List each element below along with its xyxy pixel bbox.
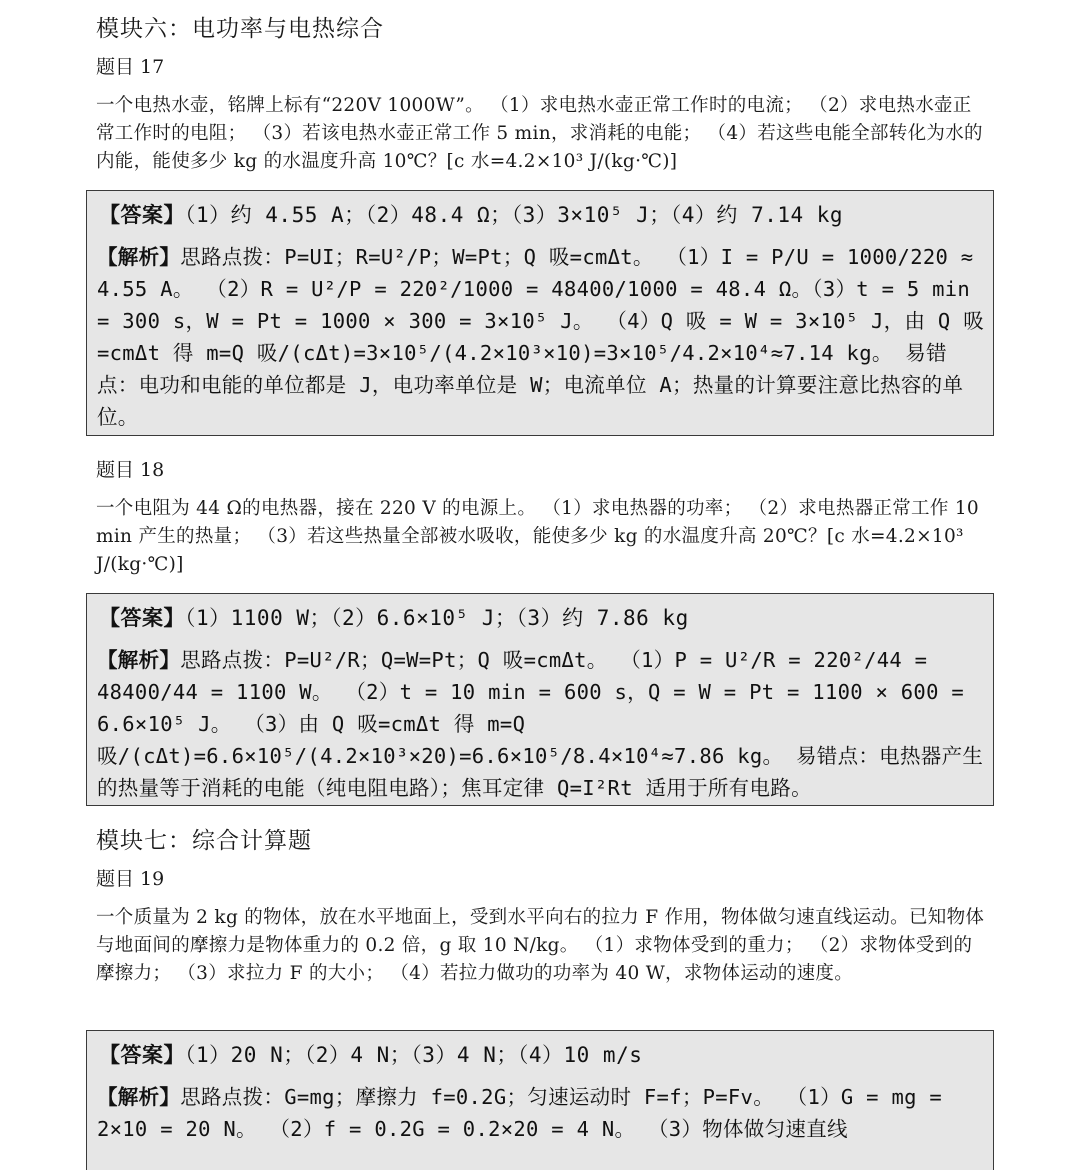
q19-answer-line [99, 1039, 642, 1069]
explain-label: 【解析】 [97, 245, 181, 269]
q18-answer-line [99, 602, 689, 632]
q18-text: 一个电阻为 44 Ω的电热器，接在 220 V 的电源上。 （1）求电热器的功率； （2）求电热器正常工作 10 min 产生的热量； （3）若这些热量全部被水吸收，能使多少 kg 的水温度升高 20℃？[c 水=4.2×10³ J/(kg·℃)] [96, 498, 979, 575]
q17-answer-line [99, 199, 843, 229]
q18-title: 题目 18 [96, 459, 165, 481]
q17-explain [97, 241, 985, 433]
q18-explain-text: 思路点拨：P=U²/R；Q=W=Pt；Q 吸=cmΔt。 （1）P = U²/R = 220²/44 = 48400/44 = 1100 W。 （2）t = 10 min = 600 s，Q = W = Pt = 1100 × 600 = 6.6×10⁵ J。 （3）由 Q 吸=cmΔt 得 m=Q 吸/(cΔt)=6.6×10⁵/(4.2×10³×20)=6.6×10⁵/8.4×10⁴≈7.86 kg。 易错点：电热器产生的热量等于消耗的电能（纯电阻电路）；焦耳定律 Q=I²Rt 适用于所有电路。 [97, 648, 984, 800]
q19-explain [97, 1081, 985, 1145]
q19-answer-box [86, 1030, 994, 1170]
q17-explain-text: 思路点拨：P=UI；R=U²/P；W=Pt；Q 吸=cmΔt。 （1）I = P/U = 1000/220 ≈ 4.55 A。 （2）R = U²/P = 220²/1000 = 48400/1000 = 48.4 Ω。（3）t = 5 min = 300 s，W = Pt = 1000 × 300 = 3×10⁵ J。 （4）Q 吸 = W = 3×10⁵ J，由 Q 吸=cmΔt 得 m=Q 吸/(cΔt)=3×10⁵/(4.2×10³×10)=3×10⁵/4.2×10⁴≈7.14 kg。 易错点：电功和电能的单位都是 J，电功率单位是 W；电流单位 A；热量的计算要注意比热容的单位。 [97, 245, 984, 429]
q18-answer: （1）1100 W；（2）6.6×10⁵ J；（3）约 7.86 kg [185, 606, 689, 630]
answer-label: 【答案】 [99, 203, 185, 227]
answer-label: 【答案】 [99, 606, 185, 630]
q18-explain [97, 644, 985, 804]
module7-title: 模块七：综合计算题 [96, 828, 312, 854]
answer-label: 【答案】 [99, 1043, 185, 1067]
explain-label: 【解析】 [97, 1085, 181, 1109]
q19-title: 题目 19 [96, 868, 165, 890]
q19-explain-text: 思路点拨：G=mg；摩擦力 f=0.2G；匀速运动时 F=f；P=Fv。 （1）G = mg = 2×10 = 20 N。 （2）f = 0.2G = 0.2×20 = 4 N。 （3）物体做匀速直线 [97, 1085, 943, 1141]
q18-answer-box [86, 593, 994, 806]
q17-answer-box [86, 190, 994, 436]
explain-label: 【解析】 [97, 648, 181, 672]
q17-text: 一个电热水壶，铭牌上标有“220V 1000W”。 （1）求电热水壶正常工作时的电流； （2）求电热水壶正常工作时的电阻； （3）若该电热水壶正常工作 5 min，求消耗的电能； （4）若这些电能全部转化为水的内能，能使多少 kg 的水温度升高 10℃？[c 水=4.2×10³ J/(kg·℃)] [96, 95, 983, 172]
q19-text: 一个质量为 2 kg 的物体，放在水平地面上，受到水平向右的拉力 F 作用，物体做匀速直线运动。已知物体与地面间的摩擦力是物体重力的 0.2 倍，g 取 10 N/kg。 （1）求物体受到的重力； （2）求物体受到的摩擦力； （3）求拉力 F 的大小； （4）若拉力做功的功率为 40 W，求物体运动的速度。 [96, 907, 985, 984]
q17-title: 题目 17 [96, 56, 165, 78]
module6-title: 模块六：电功率与电热综合 [96, 16, 384, 42]
q19-answer: （1）20 N；（2）4 N；（3）4 N；（4）10 m/s [185, 1043, 643, 1067]
q17-answer: （1）约 4.55 A；（2）48.4 Ω；（3）3×10⁵ J；（4）约 7.14 kg [185, 203, 844, 227]
